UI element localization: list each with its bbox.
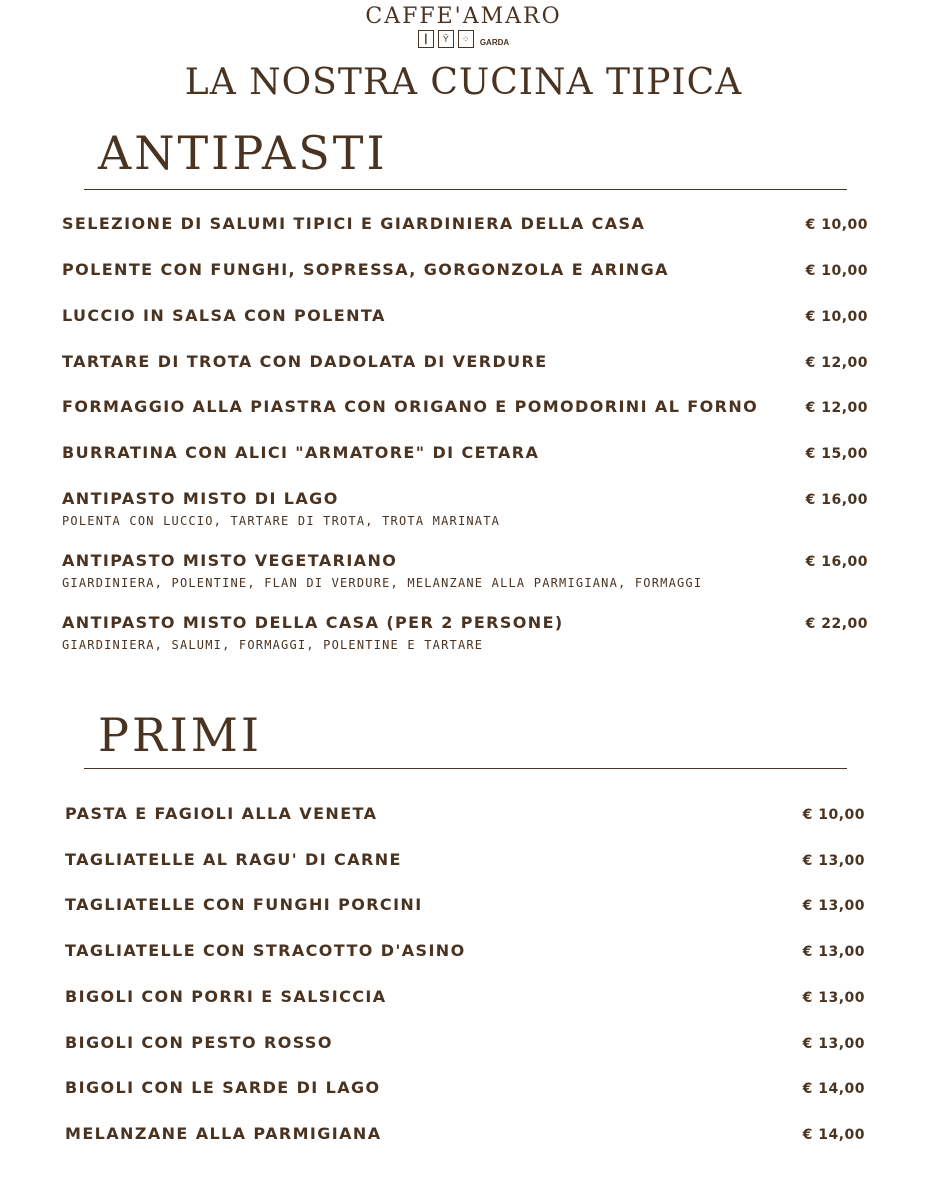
- item-name: MELANZANE ALLA PARMIGIANA: [65, 1124, 382, 1143]
- item-price: € 12,00: [805, 400, 868, 416]
- item-price: € 13,00: [802, 1036, 865, 1052]
- list-item: [62, 443, 868, 462]
- item-name: POLENTE CON FUNGHI, SOPRESSA, GORGONZOLA E ARINGA: [62, 260, 669, 279]
- section-title-antipasti: ANTIPASTI: [98, 126, 388, 180]
- item-name: TAGLIATELLE CON STRACOTTO D'ASINO: [65, 941, 466, 960]
- logo-sub: GARDA: [479, 38, 510, 47]
- item-price: € 13,00: [802, 853, 865, 869]
- item-name: PASTA E FAGIOLI ALLA VENETA: [65, 804, 378, 823]
- item-price: € 16,00: [805, 554, 868, 570]
- item-name: BURRATINA CON ALICI "ARMATORE" DI CETARA: [62, 443, 540, 462]
- list-item: [65, 895, 865, 914]
- logo: [0, 4, 927, 48]
- fork-icon: ┃: [418, 30, 434, 48]
- item-price: € 13,00: [802, 990, 865, 1006]
- item-name: SELEZIONE DI SALUMI TIPICI E GIARDINIERA DELLA CASA: [62, 214, 646, 233]
- list-item: [65, 1124, 865, 1143]
- item-price: € 10,00: [802, 807, 865, 823]
- list-item: [62, 613, 868, 652]
- section-divider: [84, 768, 847, 769]
- section-divider: [84, 189, 847, 190]
- item-price: € 16,00: [805, 492, 868, 508]
- list-item: [62, 397, 868, 416]
- item-price: € 10,00: [805, 309, 868, 325]
- list-item: [62, 551, 868, 590]
- list-item: [65, 1078, 865, 1097]
- item-name: LUCCIO IN SALSA CON POLENTA: [62, 306, 386, 325]
- item-description: GIARDINIERA, POLENTINE, FLAN DI VERDURE, MELANZANE ALLA PARMIGIANA, FORMAGGI: [62, 576, 703, 590]
- list-item: [65, 941, 865, 960]
- list-item: [65, 804, 865, 823]
- item-name: TARTARE DI TROTA CON DADOLATA DI VERDURE: [62, 352, 548, 371]
- list-item: [62, 352, 868, 371]
- item-name: ANTIPASTO MISTO DI LAGO: [62, 489, 339, 508]
- section-title-primi: PRIMI: [98, 708, 263, 762]
- list-item: [62, 260, 868, 279]
- item-name: TAGLIATELLE CON FUNGHI PORCINI: [65, 895, 423, 914]
- item-price: € 10,00: [805, 217, 868, 233]
- item-name: TAGLIATELLE AL RAGU' DI CARNE: [65, 850, 402, 869]
- item-name: ANTIPASTO MISTO DELLA CASA (PER 2 PERSONE): [62, 613, 564, 632]
- list-item: [62, 489, 868, 528]
- wine-glass-icon: Ÿ: [438, 30, 454, 48]
- item-price: € 13,00: [802, 944, 865, 960]
- item-price: € 14,00: [802, 1081, 865, 1097]
- item-name: BIGOLI CON PORRI E SALSICCIA: [65, 987, 387, 1006]
- dice-icon: ⁘: [458, 30, 474, 48]
- logo-name: CAFFE'AMARO: [365, 4, 562, 29]
- item-name: FORMAGGIO ALLA PIASTRA CON ORIGANO E POMODORINI AL FORNO: [62, 397, 759, 416]
- item-description: GIARDINIERA, SALUMI, FORMAGGI, POLENTINE E TARTARE: [62, 638, 484, 652]
- item-name: BIGOLI CON PESTO ROSSO: [65, 1033, 333, 1052]
- list-item: [62, 214, 868, 233]
- item-price: € 22,00: [805, 616, 868, 632]
- item-price: € 12,00: [805, 355, 868, 371]
- item-price: € 10,00: [805, 263, 868, 279]
- item-name: ANTIPASTO MISTO VEGETARIANO: [62, 551, 398, 570]
- item-price: € 15,00: [805, 446, 868, 462]
- item-price: € 13,00: [802, 898, 865, 914]
- list-item: [65, 850, 865, 869]
- list-item: [65, 987, 865, 1006]
- list-item: [65, 1033, 865, 1052]
- list-item: [62, 306, 868, 325]
- page-title: LA NOSTRA CUCINA TIPICA: [184, 62, 743, 103]
- item-price: € 14,00: [802, 1127, 865, 1143]
- item-name: BIGOLI CON LE SARDE DI LAGO: [65, 1078, 381, 1097]
- logo-icons: [0, 30, 927, 48]
- item-description: POLENTA CON LUCCIO, TARTARE DI TROTA, TROTA MARINATA: [62, 514, 501, 528]
